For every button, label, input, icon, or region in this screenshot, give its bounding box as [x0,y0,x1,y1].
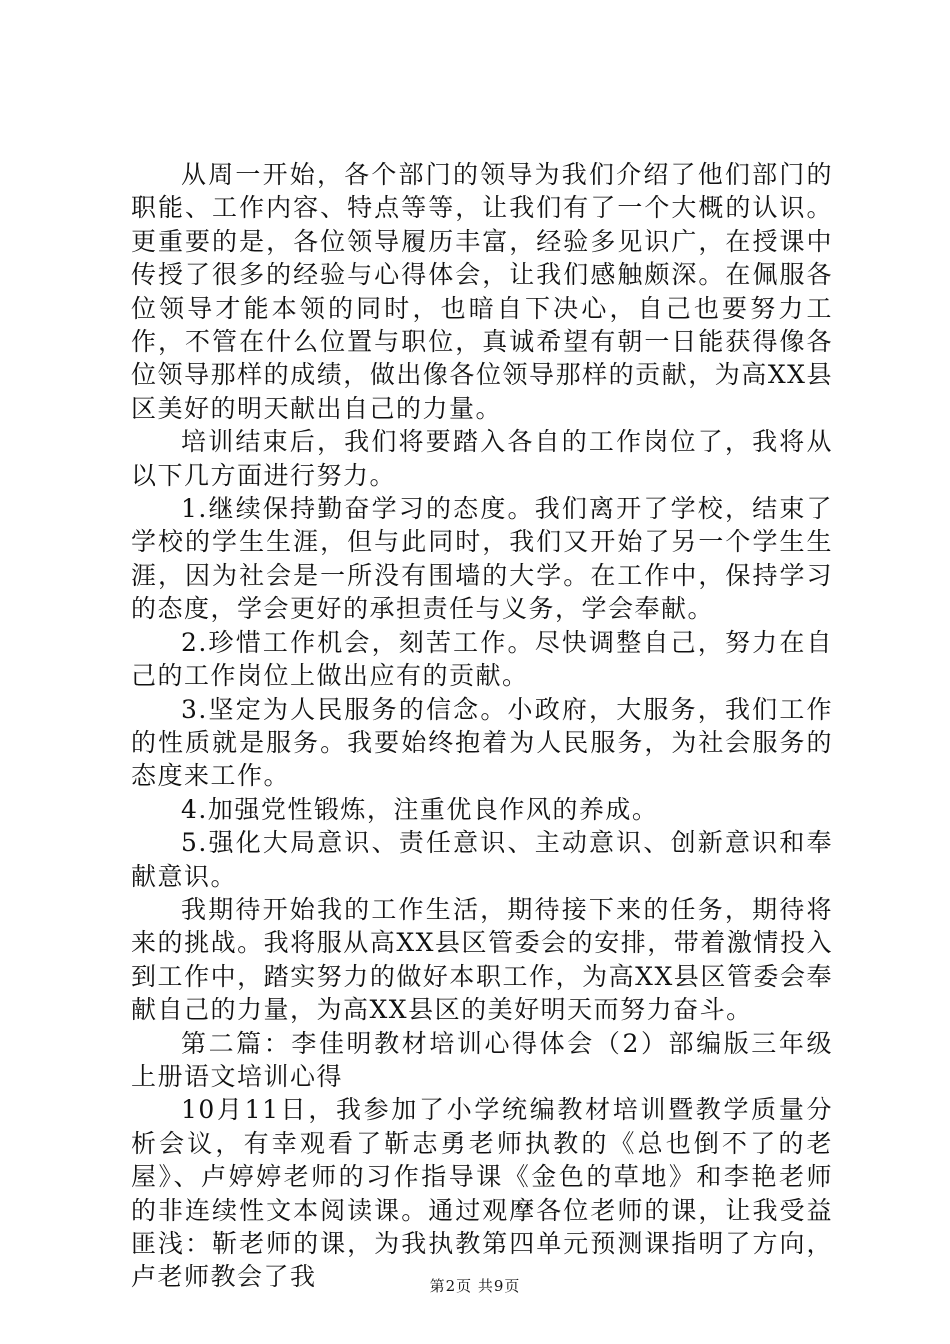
page-number: 第2页 共9页 [429,1277,521,1295]
section-heading: 第二篇：李佳明教材培训心得体会（2）部编版三年级上册语文培训心得 [131,1028,833,1091]
paragraph-8: 我期待开始我的工作生活，期待接下来的任务，期待将来的挑战。我将服从高XX县区管委会的安排，带着激情投入到工作中，踏实努力的做好本职工作，为高XX县区管委会奉献自己的力量，为高XX县区的美好明天而努力奋斗。 [131,894,833,1025]
paragraph-7: 5.强化大局意识、责任意识、主动意识、创新意识和奉献意识。 [131,828,833,891]
document-body [131,158,833,1294]
page-footer [0,1276,950,1296]
paragraph-6: 4.加强党性锻炼，注重优良作风的养成。 [181,794,659,824]
paragraph-10: 10月11日，我参加了小学统编教材培训暨教学质量分析会议，有幸观看了靳志勇老师执教的《总也倒不了的老屋》、卢婷婷老师的习作指导课《金色的草地》和李艳老师的非连续性文本阅读课。通过观摩各位老师的课，让我受益匪浅：靳老师的课，为我执教第四单元预测课指明了方向，卢老师教会了我 [131,1095,833,1292]
paragraph-5: 3.坚定为人民服务的信念。小政府，大服务，我们工作的性质就是服务。我要始终抱着为人民服务，为社会服务的态度来工作。 [131,694,833,791]
paragraph-2: 培训结束后，我们将要踏入各自的工作岗位了，我将从以下几方面进行努力。 [131,427,833,490]
paragraph-4: 2.珍惜工作机会，刻苦工作。尽快调整自己，努力在自己的工作岗位上做出应有的贡献。 [131,627,833,691]
paragraph-1: 从周一开始，各个部门的领导为我们介绍了他们部门的职能、工作内容、特点等等，让我们有了一个大概的认识。更重要的是，各位领导履历丰富，经验多见识广，在授课中传授了很多的经验与心得体会，让我们感触颇深。在佩服各位领导才能本领的同时，也暗自下决心，自己也要努力工作，不管在什么位置与职位，真诚希望有朝一日能获得像各位领导那样的成绩，做出像各位领导那样的贡献，为高XX县区美好的明天献出自己的力量。 [131,160,833,423]
paragraph-3: 1.继续保持勤奋学习的态度。我们离开了学校，结束了学校的学生生涯，但与此同时，我们又开始了另一个学生生涯，因为社会是一所没有围墙的大学。在工作中，保持学习的态度，学会更好的承担责任与义务，学会奉献。 [131,494,833,624]
